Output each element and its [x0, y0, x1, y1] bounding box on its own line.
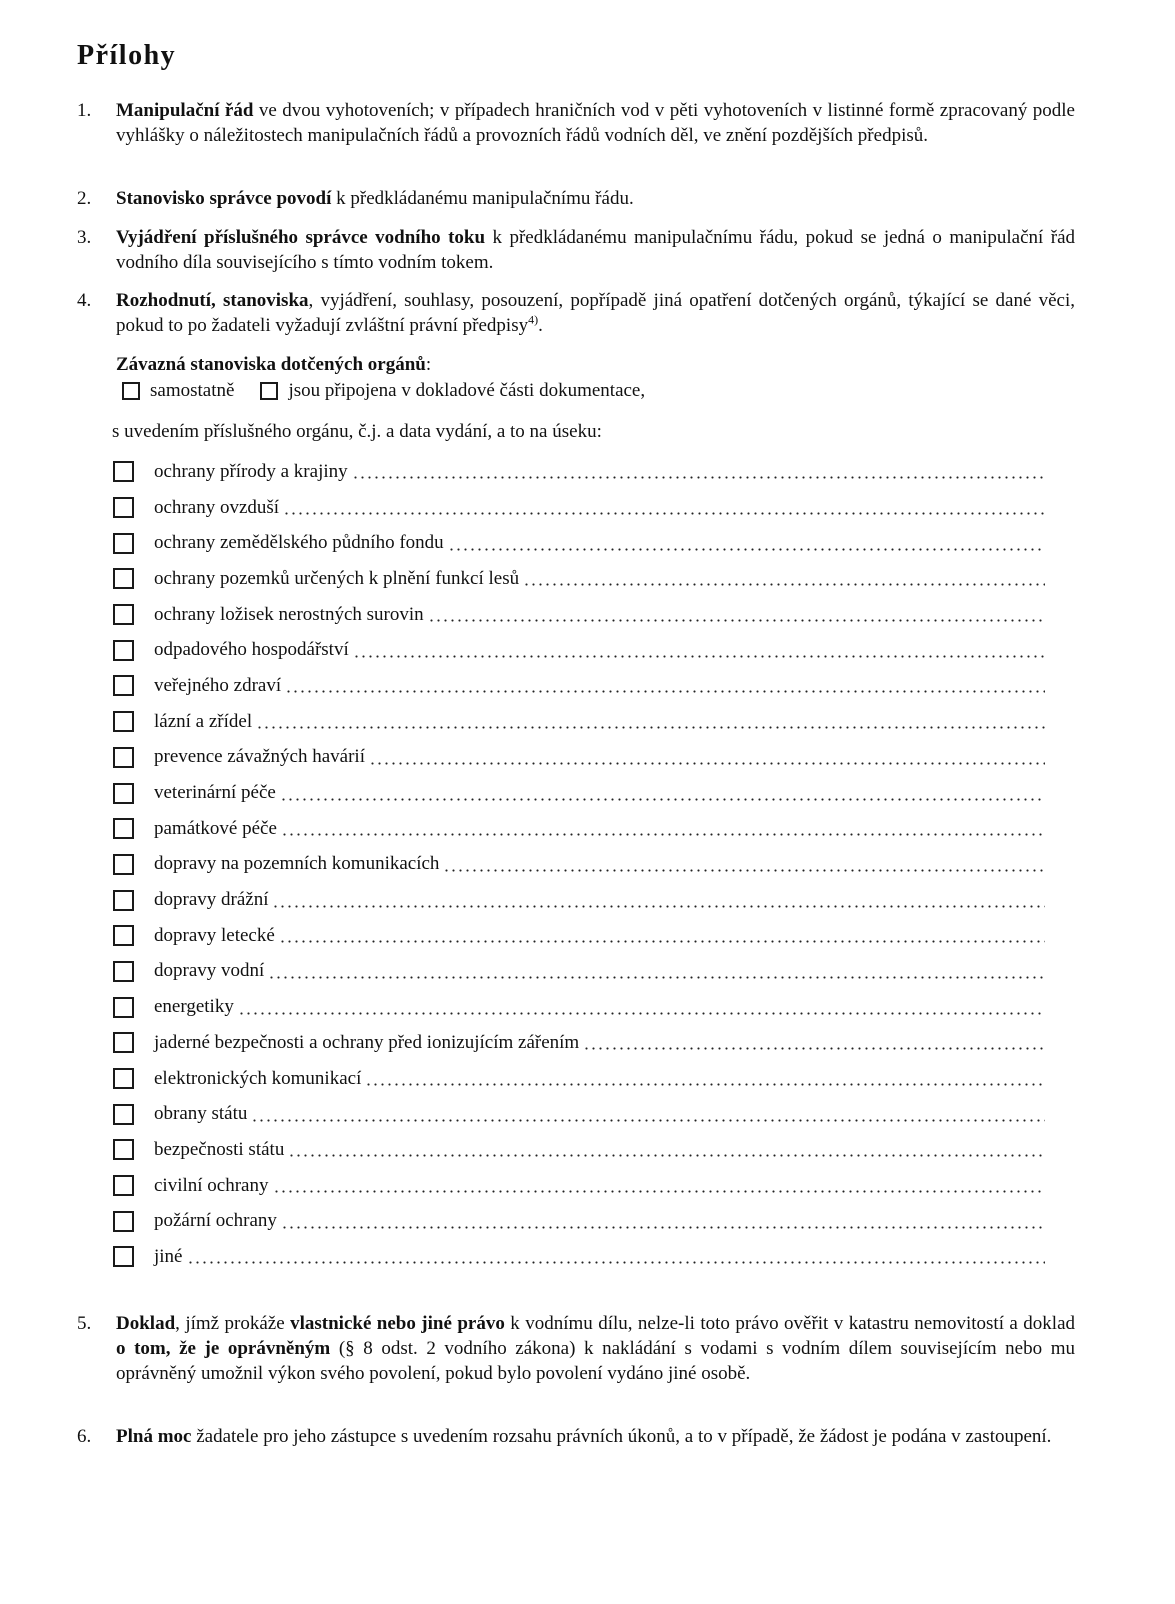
checkbox[interactable]: [113, 568, 134, 589]
checkbox[interactable]: [113, 925, 134, 946]
checkbox[interactable]: [113, 1032, 134, 1053]
fill-in-field[interactable]: [251, 1119, 1045, 1122]
checkbox[interactable]: [113, 1211, 134, 1232]
checkbox[interactable]: [113, 783, 134, 804]
section-row: [113, 918, 1073, 954]
fill-in-field[interactable]: [365, 1083, 1045, 1086]
item-number: 2.: [77, 188, 92, 209]
section-row: [113, 1239, 1073, 1275]
section-row: [113, 740, 1073, 776]
section-row: [113, 632, 1073, 668]
checkbox[interactable]: [113, 1139, 134, 1160]
checkbox[interactable]: [122, 382, 140, 400]
section-label: civilní ochrany: [154, 1174, 269, 1196]
attachment-item-2: [77, 186, 1075, 211]
attachment-item-3: [77, 225, 1075, 275]
item-number: 4.: [77, 290, 92, 311]
item-text: Vyjádření příslušného správce vodního toku k předkládanému manipulačnímu řádu, pokud se jedná o manipulační řád vodního díla souvisejícího s tímto vodním tokem.: [116, 227, 1076, 273]
fill-in-field[interactable]: [583, 1047, 1045, 1050]
section-row: [113, 454, 1073, 490]
section-row: [113, 882, 1073, 918]
section-row: [113, 1061, 1073, 1097]
section-label: veterinární péče: [154, 782, 276, 804]
fill-in-field[interactable]: [369, 762, 1045, 765]
fill-in-field[interactable]: [353, 655, 1045, 658]
section-row: [113, 954, 1073, 990]
item-number: 1.: [77, 100, 92, 121]
item-text: Stanovisko správce povodí k předkládanému manipulačnímu řádu.: [116, 188, 634, 209]
section-label: jaderné bezpečnosti a ochrany před ionizujícím zářením: [154, 1031, 580, 1053]
section-label: památkové péče: [154, 817, 277, 839]
binding-opinions-options: [122, 380, 671, 402]
attachment-item-6: [77, 1424, 1075, 1449]
section-label: dopravy na pozemních komunikacích: [154, 853, 440, 875]
fill-in-field[interactable]: [281, 1226, 1045, 1229]
section-label: lázní a zřídel: [154, 710, 253, 732]
section-row: [113, 1203, 1073, 1239]
checkbox[interactable]: [260, 382, 278, 400]
fill-in-field[interactable]: [285, 690, 1045, 693]
attachment-item-5: [77, 1311, 1075, 1386]
fill-in-field[interactable]: [279, 940, 1045, 943]
checkbox[interactable]: [113, 818, 134, 839]
checkbox[interactable]: [113, 675, 134, 696]
section-label: veřejného zdraví: [154, 674, 282, 696]
item-bold-label: Vyjádření příslušného správce vodního toku: [116, 227, 486, 248]
footnote-ref[interactable]: 4): [528, 312, 539, 327]
fill-in-field[interactable]: [272, 905, 1045, 908]
checkbox[interactable]: [113, 890, 134, 911]
item-bold-label: Plná moc: [116, 1426, 192, 1447]
attachment-item-4: [77, 288, 1075, 338]
fill-in-field[interactable]: [448, 548, 1045, 551]
binding-opinions-heading: Závazná stanoviska dotčených orgánů:: [116, 354, 432, 375]
section-row: [113, 1168, 1073, 1204]
fill-in-field[interactable]: [428, 619, 1045, 622]
checkbox[interactable]: [113, 747, 134, 768]
item-bold-label: Stanovisko správce povodí: [116, 188, 332, 209]
section-label: dopravy letecké: [154, 924, 275, 946]
section-label: ochrany pozemků určených k plnění funkcí lesů: [154, 567, 520, 589]
section-row: [113, 1096, 1073, 1132]
fill-in-field[interactable]: [280, 798, 1045, 801]
section-row: [113, 989, 1073, 1025]
sections-intro: s uvedením příslušného orgánu, č.j. a data vydání, a to na úseku:: [112, 421, 602, 442]
section-label: dopravy vodní: [154, 960, 265, 982]
item-bold-label: Rozhodnutí, stanoviska: [116, 290, 309, 311]
fill-in-field[interactable]: [273, 1190, 1046, 1193]
section-label: energetiky: [154, 996, 234, 1018]
section-row: [113, 561, 1073, 597]
section-label: jiné: [154, 1245, 183, 1267]
section-row: [113, 811, 1073, 847]
option-separately[interactable]: [122, 380, 234, 402]
section-row: [113, 1132, 1073, 1168]
checkbox[interactable]: [113, 1175, 134, 1196]
checkbox[interactable]: [113, 497, 134, 518]
fill-in-field[interactable]: [268, 976, 1045, 979]
section-label: požární ochrany: [154, 1210, 277, 1232]
attachment-item-1: [77, 98, 1075, 148]
option-attached-in-documentation[interactable]: [260, 380, 645, 402]
section-label: prevence závažných havárií: [154, 746, 365, 768]
checkbox[interactable]: [113, 1104, 134, 1125]
section-row: [113, 490, 1073, 526]
section-label: dopravy drážní: [154, 889, 269, 911]
page-title: Přílohy: [77, 40, 177, 71]
checkbox[interactable]: [113, 1246, 134, 1267]
checkbox[interactable]: [113, 961, 134, 982]
section-label: elektronických komunikací: [154, 1067, 362, 1089]
checkbox[interactable]: [113, 854, 134, 875]
item-text: Doklad, jímž prokáže vlastnické nebo jiné právo k vodnímu dílu, nelze-li toto právo ověřit v katastru nemovitostí a doklad o tom, že je oprávněným (§ 8 odst. 2 vodního zákona) k nakládání s vodami s vodním dílem souvisejícím nebo mu oprávněný umožnil výkon svého povolení, pokud bylo povolení vydáno jiné osobě.: [116, 1313, 1075, 1384]
fill-in-field[interactable]: [352, 476, 1045, 479]
checkbox[interactable]: [113, 461, 134, 482]
checkbox[interactable]: [113, 711, 134, 732]
item-number: 5.: [77, 1313, 92, 1334]
section-label: ochrany zemědělského půdního fondu: [154, 532, 444, 554]
fill-in-field[interactable]: [283, 512, 1045, 515]
section-row: [113, 525, 1073, 561]
section-row: [113, 597, 1073, 633]
option-label: samostatně: [150, 380, 235, 401]
item-bold-label: Manipulační řád: [116, 100, 254, 121]
fill-in-field[interactable]: [187, 1261, 1046, 1264]
item-text: Manipulační řád ve dvou vyhotoveních; v případech hraničních vod v pěti vyhotoveních v listinné formě zpracovaný podle vyhlášky o náležitostech manipulačních řádů a provozních řádů vodních děl, ve znění pozdějších předpisů.: [116, 100, 1075, 146]
section-row: [113, 704, 1073, 740]
section-label: odpadového hospodářství: [154, 639, 349, 661]
checkbox[interactable]: [113, 604, 134, 625]
option-label: jsou připojena v dokladové části dokumentace,: [288, 380, 646, 401]
item-text: Rozhodnutí, stanoviska, vyjádření, souhlasy, posouzení, popřípadě jiná opatření dotčených orgánů, týkající se dané věci, pokud to po žadateli vyžadují zvláštní právní předpisy$^{4)}$.: [116, 290, 1075, 336]
checkbox[interactable]: [113, 533, 134, 554]
checkbox[interactable]: [113, 997, 134, 1018]
section-row: [113, 668, 1073, 704]
section-label: ochrany ovzduší: [154, 496, 280, 518]
section-label: ochrany přírody a krajiny: [154, 460, 348, 482]
section-label: bezpečnosti státu: [154, 1138, 285, 1160]
fill-in-field[interactable]: [288, 1154, 1045, 1157]
section-row: [113, 847, 1073, 883]
checkbox[interactable]: [113, 640, 134, 661]
section-label: ochrany ložisek nerostných surovin: [154, 603, 424, 625]
item-text: Plná moc žadatele pro jeho zástupce s uvedením rozsahu právních úkonů, a to v případě, že žádost je podána v zastoupení.: [116, 1426, 1052, 1447]
fill-in-field[interactable]: [238, 1012, 1045, 1015]
fill-in-field[interactable]: [256, 726, 1045, 729]
fill-in-field[interactable]: [523, 583, 1045, 586]
fill-in-field[interactable]: [281, 833, 1045, 836]
item-number: 6.: [77, 1426, 92, 1447]
section-row: [113, 1025, 1073, 1061]
item-bold-label: Doklad: [116, 1313, 176, 1334]
sections-checklist: [113, 454, 1073, 1275]
section-label: obrany státu: [154, 1103, 248, 1125]
item-number: 3.: [77, 227, 92, 248]
checkbox[interactable]: [113, 1068, 134, 1089]
fill-in-field[interactable]: [443, 869, 1045, 872]
section-row: [113, 775, 1073, 811]
